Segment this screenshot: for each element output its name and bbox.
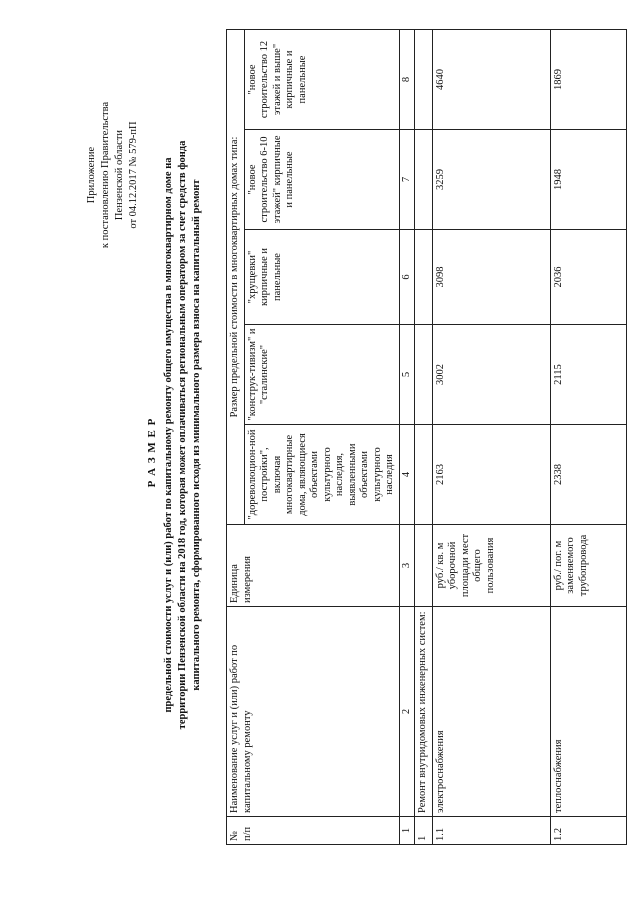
section-empty-cell <box>415 130 433 230</box>
row-value: 1869 <box>550 29 626 129</box>
row-value: 4640 <box>432 29 550 129</box>
header-type: "дореволюцион-ной постройки", включая многоквартирные дома, являющиеся объектами культурного наследия, выявленными объектами культурного наследия <box>244 425 399 525</box>
column-number: 6 <box>399 230 415 325</box>
header-type: "новое строительство 12 этажей и выше" кирпичные и панельные <box>244 29 399 129</box>
header-name: Наименование услуг и (или) работ по капитальному ремонту <box>227 607 400 817</box>
row-value: 3002 <box>432 325 550 425</box>
header-unit: Единица измерения <box>227 525 400 607</box>
row-value: 1948 <box>550 130 626 230</box>
section-row <box>415 29 433 844</box>
row-num: 1.2 <box>550 817 626 845</box>
column-number: 3 <box>399 525 415 607</box>
table-row <box>550 29 626 844</box>
appendix-line: Приложение <box>86 146 97 204</box>
column-number: 8 <box>399 29 415 129</box>
section-name: Ремонт внутридомовых инженерных систем: <box>415 607 433 817</box>
section-empty-cell <box>415 325 433 425</box>
section-empty-cell <box>415 29 433 129</box>
appendix-line: Пензенской области <box>114 129 125 221</box>
appendix-line: к постановлению Правительства <box>100 101 111 249</box>
row-value: 3098 <box>432 230 550 325</box>
row-num: 1.1 <box>432 817 550 845</box>
row-value: 2036 <box>550 230 626 325</box>
header-num: № п/п <box>227 817 400 845</box>
section-empty-cell <box>415 425 433 525</box>
column-number: 7 <box>399 130 415 230</box>
column-number: 5 <box>399 325 415 425</box>
header-group: Размер предельной стоимости в многоквартирных домах типа: <box>227 29 245 524</box>
table-header-row <box>227 29 245 844</box>
row-value: 2115 <box>550 325 626 425</box>
appendix-line: от 04.12.2017 № 579-пП <box>128 121 139 229</box>
row-value: 2163 <box>432 425 550 525</box>
section-empty-cell <box>415 230 433 325</box>
header-type: "хрущевки" кирпичные и панельные <box>244 230 399 325</box>
column-number-row <box>399 29 415 844</box>
section-empty-cell <box>415 525 433 607</box>
row-name: электроснабжения <box>432 607 550 817</box>
document-title: Р А З М Е Р <box>146 417 158 488</box>
column-number: 4 <box>399 425 415 525</box>
appendix-block <box>85 85 141 265</box>
header-type: "конструк-тивизм" и "сталинские" <box>244 325 399 425</box>
row-unit: руб./ кв. м уборочной площади мест общего пользования <box>432 525 550 607</box>
column-number: 1 <box>399 817 415 845</box>
row-unit: руб./ пог. м заменяемого трубопровода <box>550 525 626 607</box>
document-subtitle: предельной стоимости услуг и (или) работ по капитальному ремонту общего имущества в многоквартирном доме на территории Пензенской области на 2018 год, которая может оплачиваться региональным оператором за счет средств фонда капитального ремонта, сформированного исходя из минимального размера взноса на капитальный ремонт <box>163 140 202 730</box>
row-name: теплоснабжения <box>550 607 626 817</box>
row-value: 3259 <box>432 130 550 230</box>
column-number: 2 <box>399 607 415 817</box>
header-type: "новое строительство 6-10 этажей" кирпичные и панельные <box>244 130 399 230</box>
table-row <box>432 29 550 844</box>
cost-table <box>226 29 627 845</box>
section-num: 1 <box>415 817 433 845</box>
row-value: 2338 <box>550 425 626 525</box>
